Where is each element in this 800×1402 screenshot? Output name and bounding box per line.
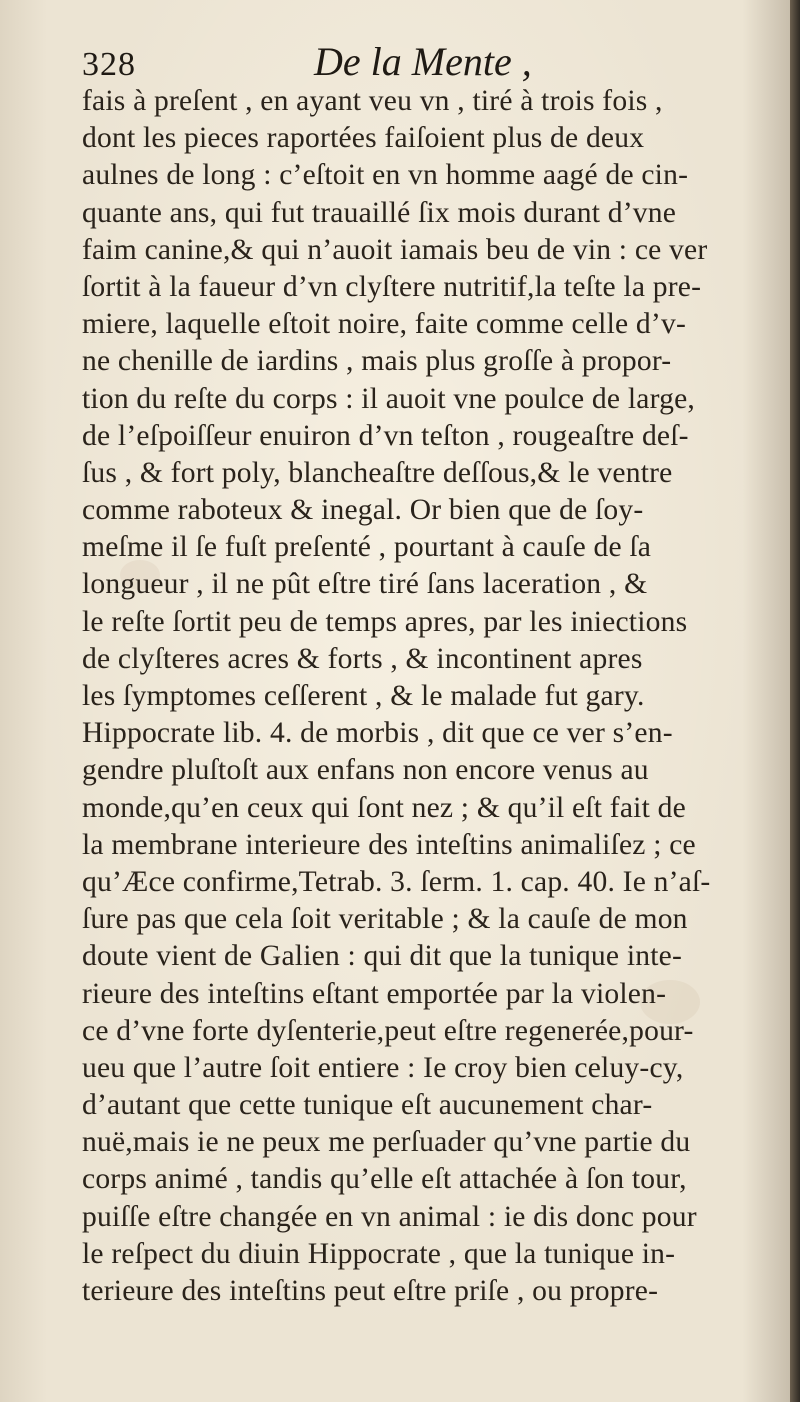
text-line: puiſſe eſtre changée en vn animal : ie dis donc pour [82, 1199, 697, 1233]
text-line: ueu que l’autre ſoit entiere : Ie croy bien celuy-cy, [82, 1050, 684, 1084]
text-line: rieure des inteſtins eſtant emportée par la violen- [82, 976, 667, 1010]
text-line: dont les pieces raportées faiſoient plus de deux [82, 121, 645, 155]
text-line: faim canine,& qui n’auoit iamais beu de vin : ce ver [82, 232, 708, 266]
text-line: le reſte ſortit peu de temps apres, par les iniections [82, 604, 688, 638]
text-line: meſme il ſe fuſt preſenté , pourtant à cauſe de ſa [82, 530, 652, 564]
text-line: ce d’vne forte dyſenterie,peut eſtre regenerée,pour- [82, 1013, 694, 1047]
text-line: la membrane interieure des inteſtins animaliſez ; ce [82, 827, 696, 861]
text-line: gendre pluſtoſt aux enfans non encore venus au [82, 753, 649, 787]
page-edge-shadow [790, 0, 800, 1402]
text-line: monde,qu’en ceux qui ſont nez ; & qu’il eſt fait de [82, 790, 686, 824]
text-line: quante ans, qui fut trauaillé ſix mois durant d’vne [82, 195, 677, 229]
text-line: le reſpect du diuin Hippocrate , que la tunique in- [82, 1236, 676, 1270]
text-line: aulnes de long : c’eſtoit en vn homme aagé de cin- [82, 158, 689, 192]
running-title: De la Mente , [314, 39, 532, 84]
text-line: tion du reſte du corps : il auoit vne poulce de large, [82, 381, 695, 415]
text-line: miere, laquelle eſtoit noire, faite comme celle d’v- [82, 307, 687, 341]
text-line: terieure des inteſtins peut eſtre priſe , ou propre- [82, 1274, 659, 1307]
text-line: de l’eſpoiſſeur enuiron d’vn teſton , rougeaſtre deſ- [82, 418, 689, 452]
text-line: nuë,mais ie ne peux me perſuader qu’vne partie du [82, 1125, 691, 1159]
text-line: ſortit à la faueur d’vn clyſtere nutritif,la teſte la pre- [82, 269, 702, 303]
text-line: doute vient de Galien : qui dit que la tunique inte- [82, 939, 683, 973]
text-line: corps animé , tandis qu’elle eſt attachée à ſon tour, [82, 1162, 687, 1196]
text-line: les ſymptomes ceſſerent , & le malade fut gary. [82, 679, 645, 712]
text-line: de clyſteres acres & forts , & incontinent apres [82, 641, 643, 675]
text-line: d’autant que cette tunique eſt aucunement char- [82, 1088, 653, 1122]
page-number: 328 [82, 46, 136, 83]
text-line: qu’Æce confirme,Tetrab. 3. ſerm. 1. cap. 40. Ie n’aſ- [82, 864, 711, 898]
text-line: ſus , & fort poly, blancheaſtre deſſous,& le ventre [82, 455, 673, 489]
text-line: ne chenille de iardins , mais plus groſſe à propor- [82, 344, 672, 378]
text-line: Hippocrate lib. 4. de morbis , dit que ce ver s’en- [82, 716, 673, 750]
text-line: longueur , il ne pût eſtre tiré ſans laceration , & [82, 567, 648, 601]
text-line: ſure pas que cela ſoit veritable ; & la cauſe de mon [82, 902, 688, 936]
text-line: fais à preſent , en ayant veu vn , tiré à trois fois , [82, 84, 663, 117]
text-line: comme raboteux & inegal. Or bien que de ſoy- [82, 493, 644, 527]
body-text [82, 82, 792, 1309]
